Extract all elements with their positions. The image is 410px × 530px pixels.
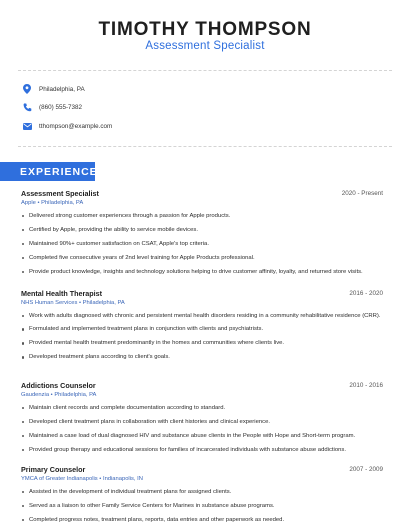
location-pin-icon: [22, 84, 32, 94]
job-dates: 2010 - 2016: [349, 382, 383, 389]
envelope-icon: [22, 121, 32, 131]
job-bullet: Formulated and implemented treatment plans in conjunction with clients and psychiatrists.: [21, 325, 383, 333]
job-title: Primary Counselor: [21, 465, 86, 474]
job-company: YMCA of Greater Indianapolis: [21, 476, 98, 482]
experience-heading: EXPERIENCE: [0, 162, 95, 181]
resume-role: Assessment Specialist: [145, 40, 265, 52]
contact-phone: [22, 101, 82, 113]
job-bullet: Completed progress notes, treatment plans, reports, data entries and other paperwork as needed.: [21, 516, 383, 524]
job-org: YMCA of Greater Indianapolis • Indianapolis, IN: [21, 476, 143, 482]
job-bullets: [21, 488, 383, 524]
job-bullet: Certified by Apple, providing the ability to service mobile devices.: [21, 226, 383, 234]
resume-name: TIMOTHY THOMPSON: [98, 19, 312, 40]
job-bullets: [21, 212, 383, 276]
divider-bottom: [18, 146, 392, 147]
job-bullet: Provided mental health treatment predominantly in the homes and communities where clients live.: [21, 339, 383, 347]
job-bullet: Maintain client records and complete documentation according to standard.: [21, 404, 383, 412]
job-bullet: Developed client treatment plans in collaboration with client histories and clinical experience.: [21, 418, 383, 426]
job-entry: [21, 381, 383, 454]
job-title: Assessment Specialist: [21, 189, 99, 198]
job-org: Apple • Philadelphia, PA: [21, 200, 84, 206]
job-org: Gaudenzia • Philadelphia, PA: [21, 392, 97, 398]
job-entry: [21, 465, 383, 524]
job-entry: [21, 189, 383, 276]
contact-email: [22, 120, 112, 132]
job-dates: 2016 - 2020: [349, 290, 383, 297]
job-bullets: [21, 404, 383, 454]
job-bullets: [21, 312, 383, 362]
job-bullet: Completed five consecutive years of 2nd level training for Apple Products professional.: [21, 254, 383, 262]
job-title: Mental Health Therapist: [21, 289, 103, 298]
job-location: Philadelphia, PA: [54, 392, 97, 398]
job-bullet: Maintained a case load of dual diagnosed HIV and substance abuse clients in the People with Hope and Short-term program.: [21, 432, 383, 440]
job-dates: 2007 - 2009: [349, 466, 383, 473]
contact-location: [22, 83, 85, 95]
job-company: NHS Human Services: [21, 300, 78, 306]
phone-icon: [22, 102, 32, 112]
contact-location-text: Philadelphia, PA: [39, 85, 85, 93]
job-bullet: Provided group therapy and educational sessions for families of incarcerated individuals with substance abuse addictions.: [21, 446, 383, 454]
job-company: Gaudenzia: [21, 392, 50, 398]
job-bullet: Assisted in the development of individual treatment plans for assigned clients.: [21, 488, 383, 496]
job-entry: [21, 289, 383, 362]
job-bullet: Work with adults diagnosed with chronic and persistent mental health disorders residing in a community rehabilitative residence (CRR).: [21, 312, 383, 320]
job-bullet: Maintained 90%+ customer satisfaction on CSAT, Apple's top criteria.: [21, 240, 383, 248]
job-dates: 2020 - Present: [341, 190, 383, 197]
job-bullet: Provide product knowledge, insights and technology solutions helping to drive customer affinity, loyalty, and returned store visits.: [21, 268, 383, 276]
contact-phone-text: (860) 555-7382: [39, 103, 83, 111]
job-company: Apple: [21, 200, 36, 206]
job-location: Philadelphia, PA: [82, 300, 125, 306]
divider-top: [18, 70, 392, 71]
job-bullet: Served as a liaison to other Family Service Centers for Marines in substance abuse programs.: [21, 502, 383, 510]
job-title: Addictions Counselor: [21, 381, 96, 390]
job-bullet: Delivered strong customer experiences through a passion for Apple products.: [21, 212, 383, 220]
job-location: Philadelphia, PA: [41, 200, 84, 206]
job-location: Indianapolis, IN: [102, 476, 143, 482]
contact-email-text[interactable]: tthompson@example.com: [39, 122, 113, 130]
job-bullet: Developed treatment plans according to client's goals.: [21, 353, 383, 361]
job-org: NHS Human Services • Philadelphia, PA: [21, 300, 125, 306]
